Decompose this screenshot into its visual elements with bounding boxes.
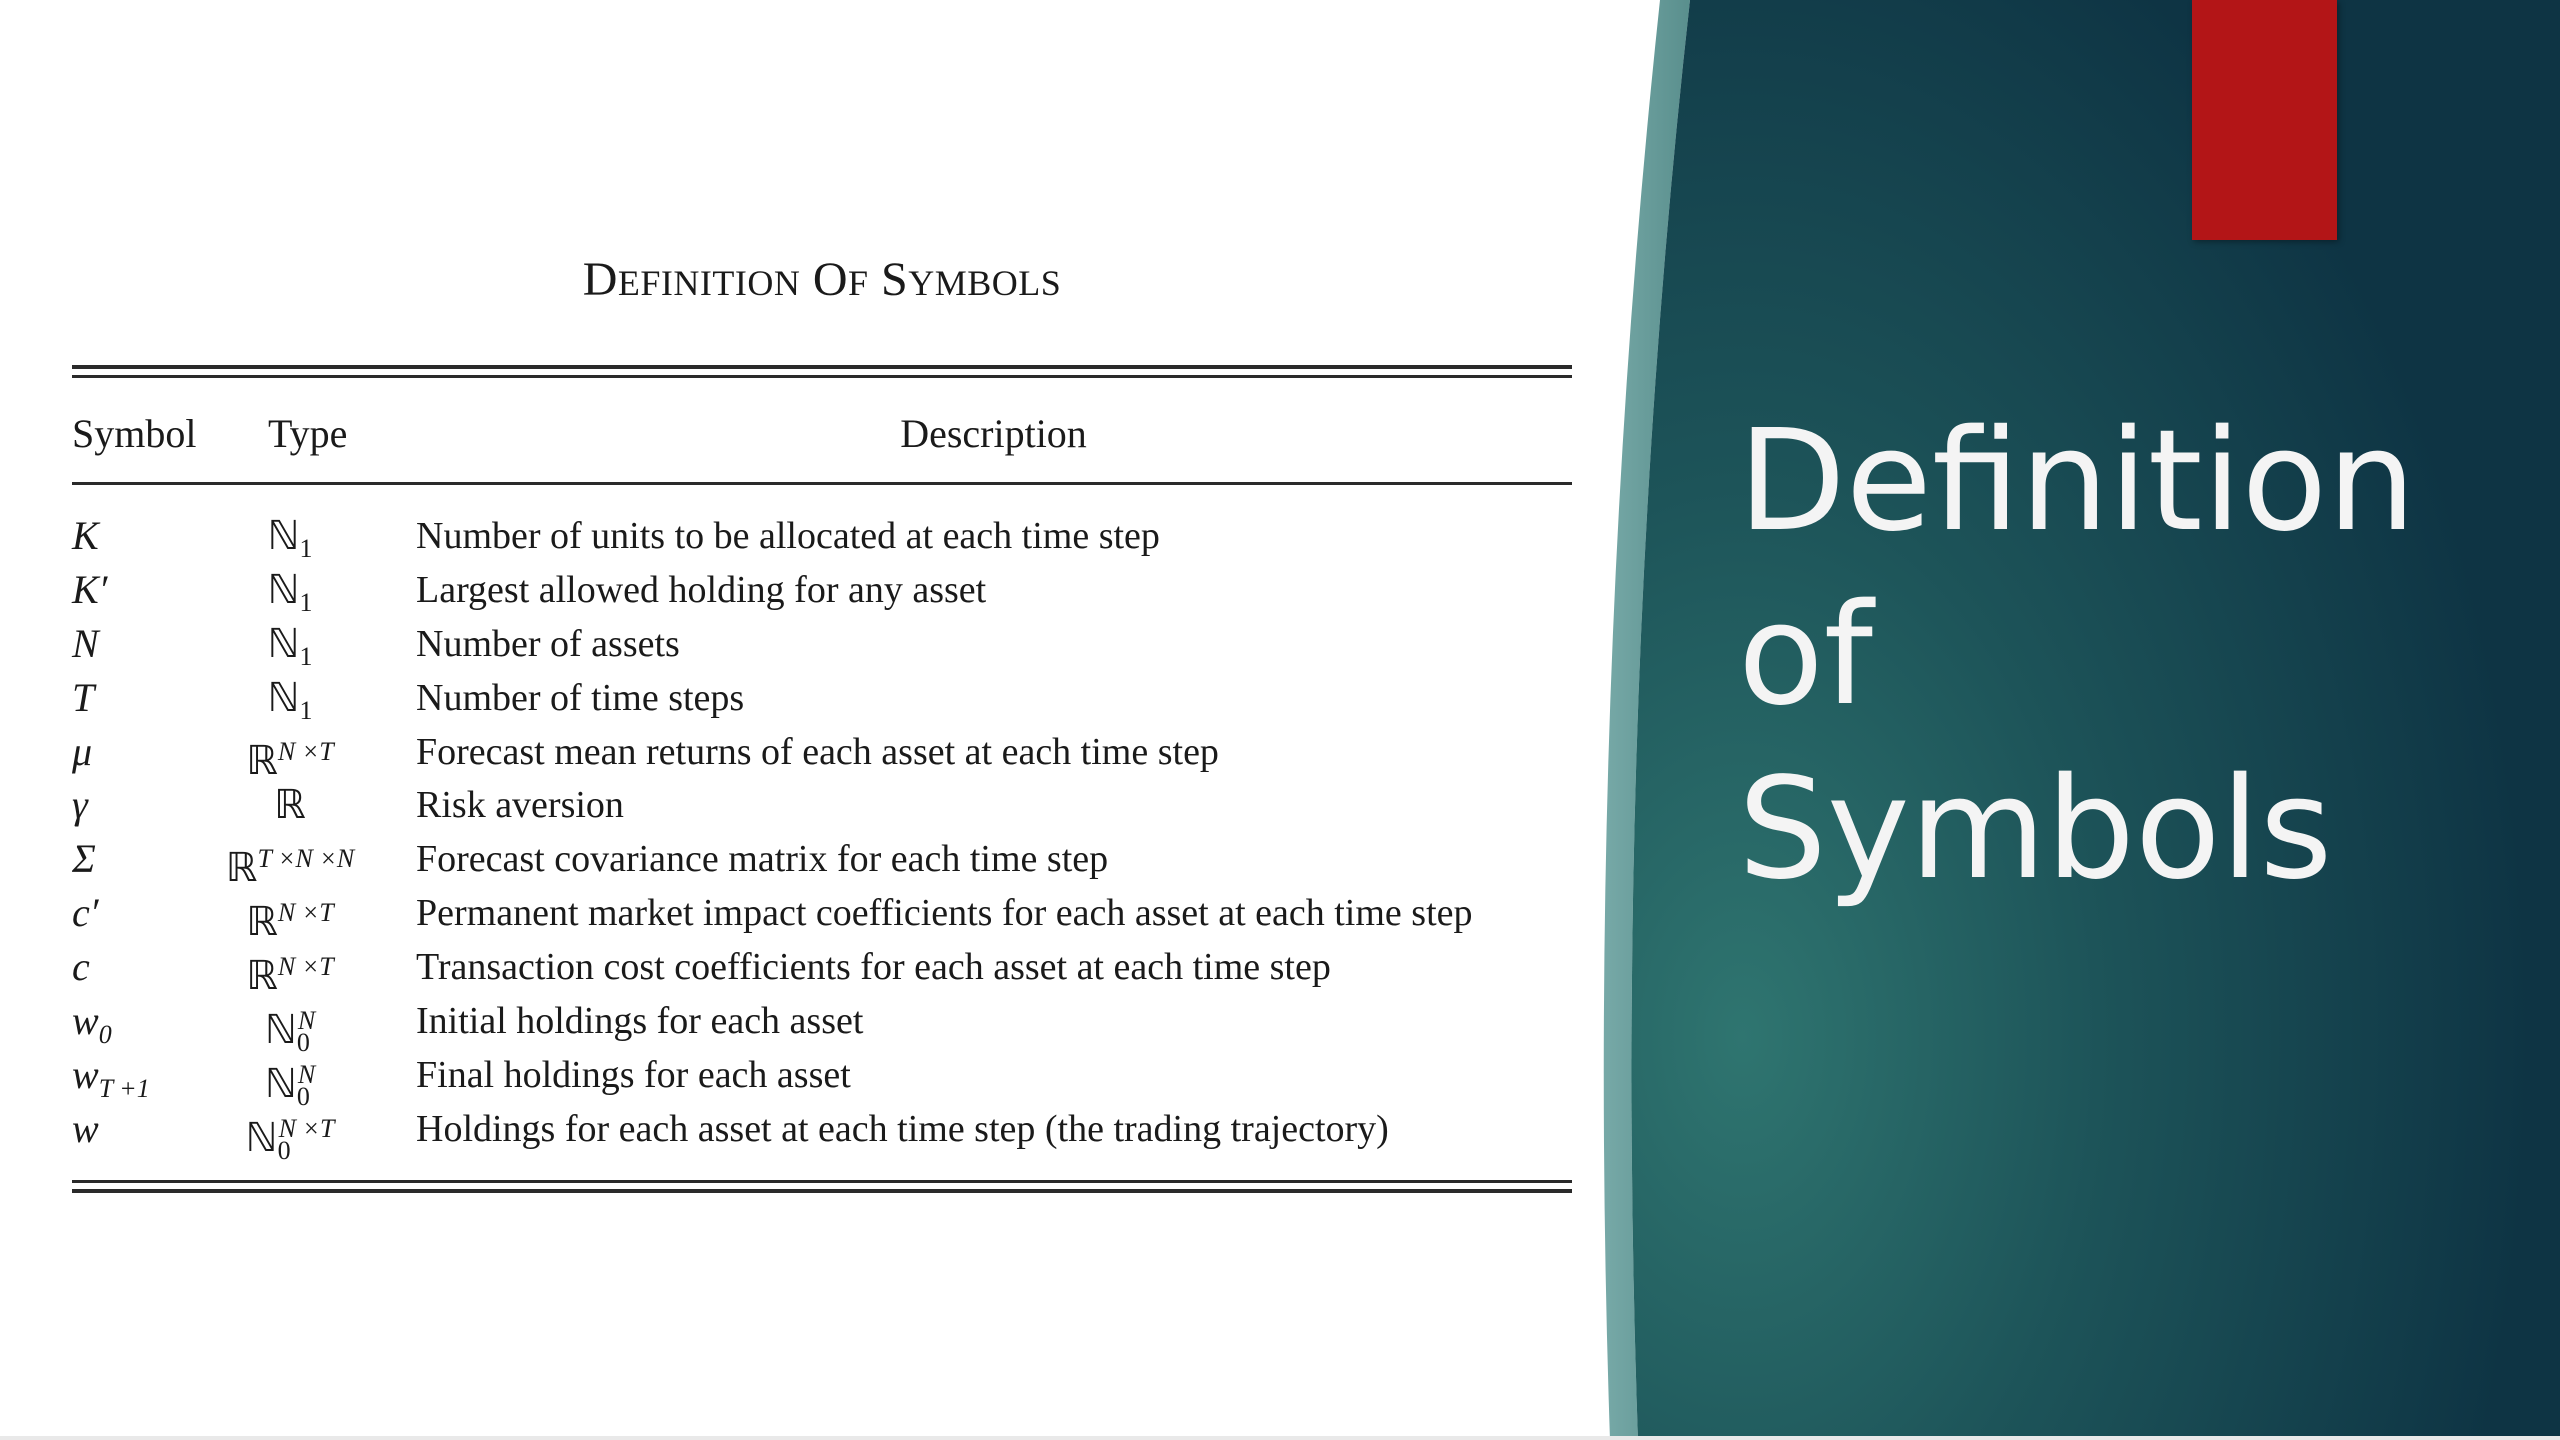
cell-description: Final holdings for each asset	[416, 1053, 851, 1096]
cell-symbol: w	[72, 1105, 99, 1151]
cell-description: Number of units to be allocated at each time step	[416, 515, 1160, 557]
cell-type: ℕ$_0^{N \times T}$	[245, 1113, 335, 1165]
cell-type: ℝ$^{T \times N \times N}$	[225, 844, 355, 891]
table-rule-header	[72, 482, 1572, 485]
cell-symbol: Σ	[72, 836, 96, 882]
cell-description: Forecast mean returns of each asset at each time step	[416, 730, 1219, 773]
cell-description: Largest allowed holding for any asset	[416, 568, 987, 611]
cell-description: Initial holdings for each asset	[416, 1000, 864, 1043]
cell-description: Holdings for each asset at each time step (the trading trajectory)	[416, 1107, 1389, 1150]
slide-title	[1738, 395, 2498, 917]
cell-type: ℕ$_1$	[267, 674, 313, 725]
title-line: Definition	[1738, 400, 2416, 563]
cell-symbol: c′	[72, 890, 99, 936]
table-rule-bottom	[72, 1189, 1572, 1193]
table-row	[72, 1048, 1572, 1111]
title-line: Symbols	[1738, 748, 2333, 911]
table-row	[72, 617, 1572, 671]
cell-type: ℕ$_1$	[267, 513, 313, 563]
cell-type: ℝ$^{N \times T}$	[246, 952, 334, 999]
table-row	[72, 725, 1572, 783]
cell-symbol: K	[72, 513, 99, 558]
cell-type: ℝ$^{N \times T}$	[246, 898, 334, 945]
table-row	[72, 1102, 1572, 1165]
cell-type: ℕ$_0^N$	[264, 1006, 316, 1058]
symbol-table-body	[72, 509, 1572, 1165]
cell-description: Risk aversion	[416, 784, 624, 827]
cell-symbol: $w_{T +1}$	[72, 1051, 150, 1103]
table-row	[72, 994, 1572, 1058]
cell-type: ℕ$_1$	[267, 566, 313, 617]
table-row	[72, 832, 1572, 891]
cell-symbol: γ	[72, 782, 88, 828]
table-row	[72, 563, 1572, 617]
cell-description: Transaction cost coefficients for each asset at each time step	[416, 946, 1331, 989]
cell-symbol: μ	[72, 728, 93, 774]
title-line: of	[1738, 574, 1873, 737]
table-row	[72, 509, 1572, 563]
cell-symbol: T	[72, 674, 95, 720]
table-row	[72, 671, 1572, 725]
cell-type: ℕ$_0^N$	[264, 1059, 316, 1111]
table-rule-top	[72, 365, 1572, 369]
table-row	[72, 940, 1572, 999]
cell-symbol: $w_0$	[72, 998, 112, 1050]
cell-symbol: K′	[72, 566, 108, 612]
bottom-strip	[0, 1436, 2560, 1440]
table-rule-bottom	[72, 1180, 1572, 1183]
table-row	[72, 778, 1572, 832]
cell-symbol: N	[72, 620, 99, 666]
cell-type: ℝ$^{N \times T}$	[246, 736, 334, 783]
cell-description: Number of assets	[416, 622, 680, 665]
cell-symbol: c	[72, 944, 90, 990]
cell-type: ℝ	[274, 782, 306, 828]
header-description: Description	[900, 411, 1087, 456]
table-rule-top	[72, 375, 1572, 378]
cell-description: Number of time steps	[416, 676, 745, 719]
cell-description: Permanent market impact coefficients for each asset at each time step	[416, 892, 1473, 935]
header-type: Type	[268, 411, 348, 456]
cell-type: ℕ$_1$	[267, 620, 313, 671]
accent-bar	[2192, 0, 2337, 240]
table-row	[72, 886, 1572, 945]
cell-description: Forecast covariance matrix for each time step	[416, 838, 1109, 881]
table-caption: DEFINITION OF SYMBOLS	[582, 253, 1062, 306]
header-symbol: Symbol	[72, 411, 197, 456]
